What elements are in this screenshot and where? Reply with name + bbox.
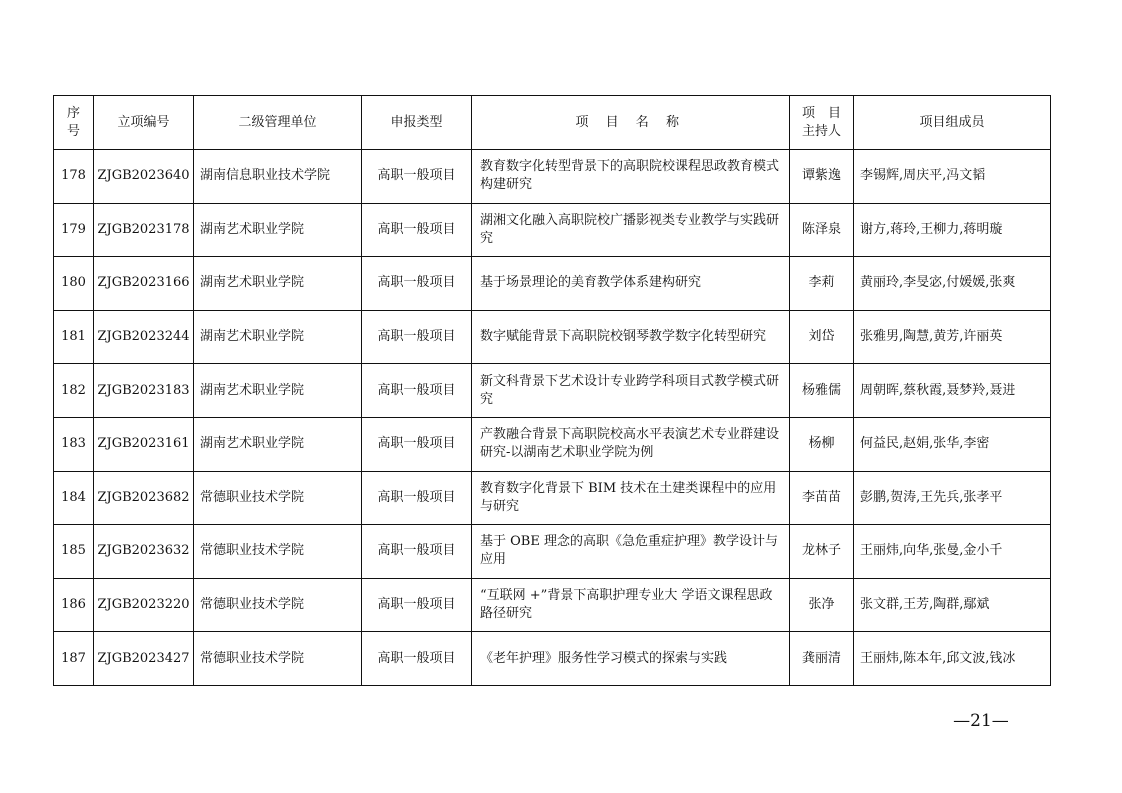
table-header-row (54, 96, 1051, 150)
cell-seq: 185 (54, 525, 94, 579)
cell-host: 陈泽泉 (790, 203, 854, 257)
cell-seq: 179 (54, 203, 94, 257)
table-row (54, 632, 1051, 686)
header-members: 项目组成员 (854, 96, 1051, 150)
project-table (53, 95, 1051, 686)
cell-type: 高职一般项目 (362, 257, 472, 311)
cell-members: 张文群,王芳,陶群,鄢斌 (854, 578, 1051, 632)
cell-members: 何益民,赵娟,张华,李密 (854, 417, 1051, 471)
table-body (54, 150, 1051, 686)
cell-project-name: 《老年护理》服务性学习模式的探索与实践 (472, 632, 790, 686)
cell-type: 高职一般项目 (362, 578, 472, 632)
header-unit: 二级管理单位 (194, 96, 362, 150)
cell-code: ZJGB2023640 (94, 150, 194, 204)
cell-seq: 180 (54, 257, 94, 311)
cell-type: 高职一般项目 (362, 203, 472, 257)
header-code: 立项编号 (94, 96, 194, 150)
cell-seq: 182 (54, 364, 94, 418)
cell-project-name: 教育数字化背景下 BIM 技术在土建类课程中的应用与研究 (472, 471, 790, 525)
table-row (54, 257, 1051, 311)
cell-type: 高职一般项目 (362, 150, 472, 204)
cell-host: 李苗苗 (790, 471, 854, 525)
cell-project-name: 数字赋能背景下高职院校钢琴教学数字化转型研究 (472, 310, 790, 364)
cell-unit: 湖南艺术职业学院 (194, 257, 362, 311)
cell-unit: 湖南信息职业技术学院 (194, 150, 362, 204)
cell-host: 谭紫逸 (790, 150, 854, 204)
table-row (54, 525, 1051, 579)
cell-code: ZJGB2023632 (94, 525, 194, 579)
cell-project-name: 湖湘文化融入高职院校广播影视类专业教学与实践研究 (472, 203, 790, 257)
cell-type: 高职一般项目 (362, 525, 472, 579)
cell-members: 彭鹏,贺涛,王先兵,张孝平 (854, 471, 1051, 525)
cell-unit: 常德职业技术学院 (194, 471, 362, 525)
cell-seq: 183 (54, 417, 94, 471)
header-name: 项 目 名 称 (472, 96, 790, 150)
cell-code: ZJGB2023682 (94, 471, 194, 525)
cell-host: 龚丽清 (790, 632, 854, 686)
cell-host: 杨雅儒 (790, 364, 854, 418)
table-row (54, 471, 1051, 525)
cell-seq: 181 (54, 310, 94, 364)
cell-project-name: 基于 OBE 理念的高职《急危重症护理》教学设计与应用 (472, 525, 790, 579)
cell-members: 李锡辉,周庆平,冯文韬 (854, 150, 1051, 204)
cell-project-name: 产教融合背景下高职院校高水平表演艺术专业群建设研究-以湖南艺术职业学院为例 (472, 417, 790, 471)
cell-project-name: “互联网 +”背景下高职护理专业大 学语文课程思政路径研究 (472, 578, 790, 632)
cell-members: 张雅男,陶慧,黄芳,许丽英 (854, 310, 1051, 364)
cell-unit: 湖南艺术职业学院 (194, 417, 362, 471)
cell-code: ZJGB2023166 (94, 257, 194, 311)
header-host: 项 目 主持人 (790, 96, 854, 150)
cell-type: 高职一般项目 (362, 364, 472, 418)
table-row (54, 364, 1051, 418)
cell-unit: 常德职业技术学院 (194, 632, 362, 686)
cell-seq: 187 (54, 632, 94, 686)
header-type: 申报类型 (362, 96, 472, 150)
cell-code: ZJGB2023161 (94, 417, 194, 471)
cell-host: 张净 (790, 578, 854, 632)
cell-code: ZJGB2023244 (94, 310, 194, 364)
table-row (54, 203, 1051, 257)
cell-host: 龙林子 (790, 525, 854, 579)
cell-host: 李莉 (790, 257, 854, 311)
cell-type: 高职一般项目 (362, 471, 472, 525)
table-row (54, 417, 1051, 471)
cell-seq: 184 (54, 471, 94, 525)
header-seq: 序 号 (54, 96, 94, 150)
cell-host: 刘岱 (790, 310, 854, 364)
cell-code: ZJGB2023427 (94, 632, 194, 686)
table-row (54, 150, 1051, 204)
cell-unit: 常德职业技术学院 (194, 525, 362, 579)
cell-project-name: 基于场景理论的美育教学体系建构研究 (472, 257, 790, 311)
cell-unit: 常德职业技术学院 (194, 578, 362, 632)
cell-project-name: 教育数字化转型背景下的高职院校课程思政教育模式构建研究 (472, 150, 790, 204)
cell-members: 王丽炜,向华,张曼,金小千 (854, 525, 1051, 579)
cell-type: 高职一般项目 (362, 632, 472, 686)
cell-unit: 湖南艺术职业学院 (194, 364, 362, 418)
cell-seq: 178 (54, 150, 94, 204)
table-row (54, 310, 1051, 364)
cell-seq: 186 (54, 578, 94, 632)
cell-unit: 湖南艺术职业学院 (194, 310, 362, 364)
cell-code: ZJGB2023220 (94, 578, 194, 632)
page-number: —21— (953, 711, 1009, 731)
cell-unit: 湖南艺术职业学院 (194, 203, 362, 257)
cell-project-name: 新文科背景下艺术设计专业跨学科项目式教学模式研究 (472, 364, 790, 418)
cell-type: 高职一般项目 (362, 417, 472, 471)
cell-members: 黄丽玲,李旻宓,付媛媛,张爽 (854, 257, 1051, 311)
cell-members: 谢方,蒋玲,王柳力,蒋明璇 (854, 203, 1051, 257)
cell-members: 周朝晖,蔡秋霞,聂梦羚,聂进 (854, 364, 1051, 418)
cell-code: ZJGB2023183 (94, 364, 194, 418)
cell-type: 高职一般项目 (362, 310, 472, 364)
cell-members: 王丽炜,陈本年,邱文波,钱冰 (854, 632, 1051, 686)
table-row (54, 578, 1051, 632)
cell-host: 杨柳 (790, 417, 854, 471)
cell-code: ZJGB2023178 (94, 203, 194, 257)
